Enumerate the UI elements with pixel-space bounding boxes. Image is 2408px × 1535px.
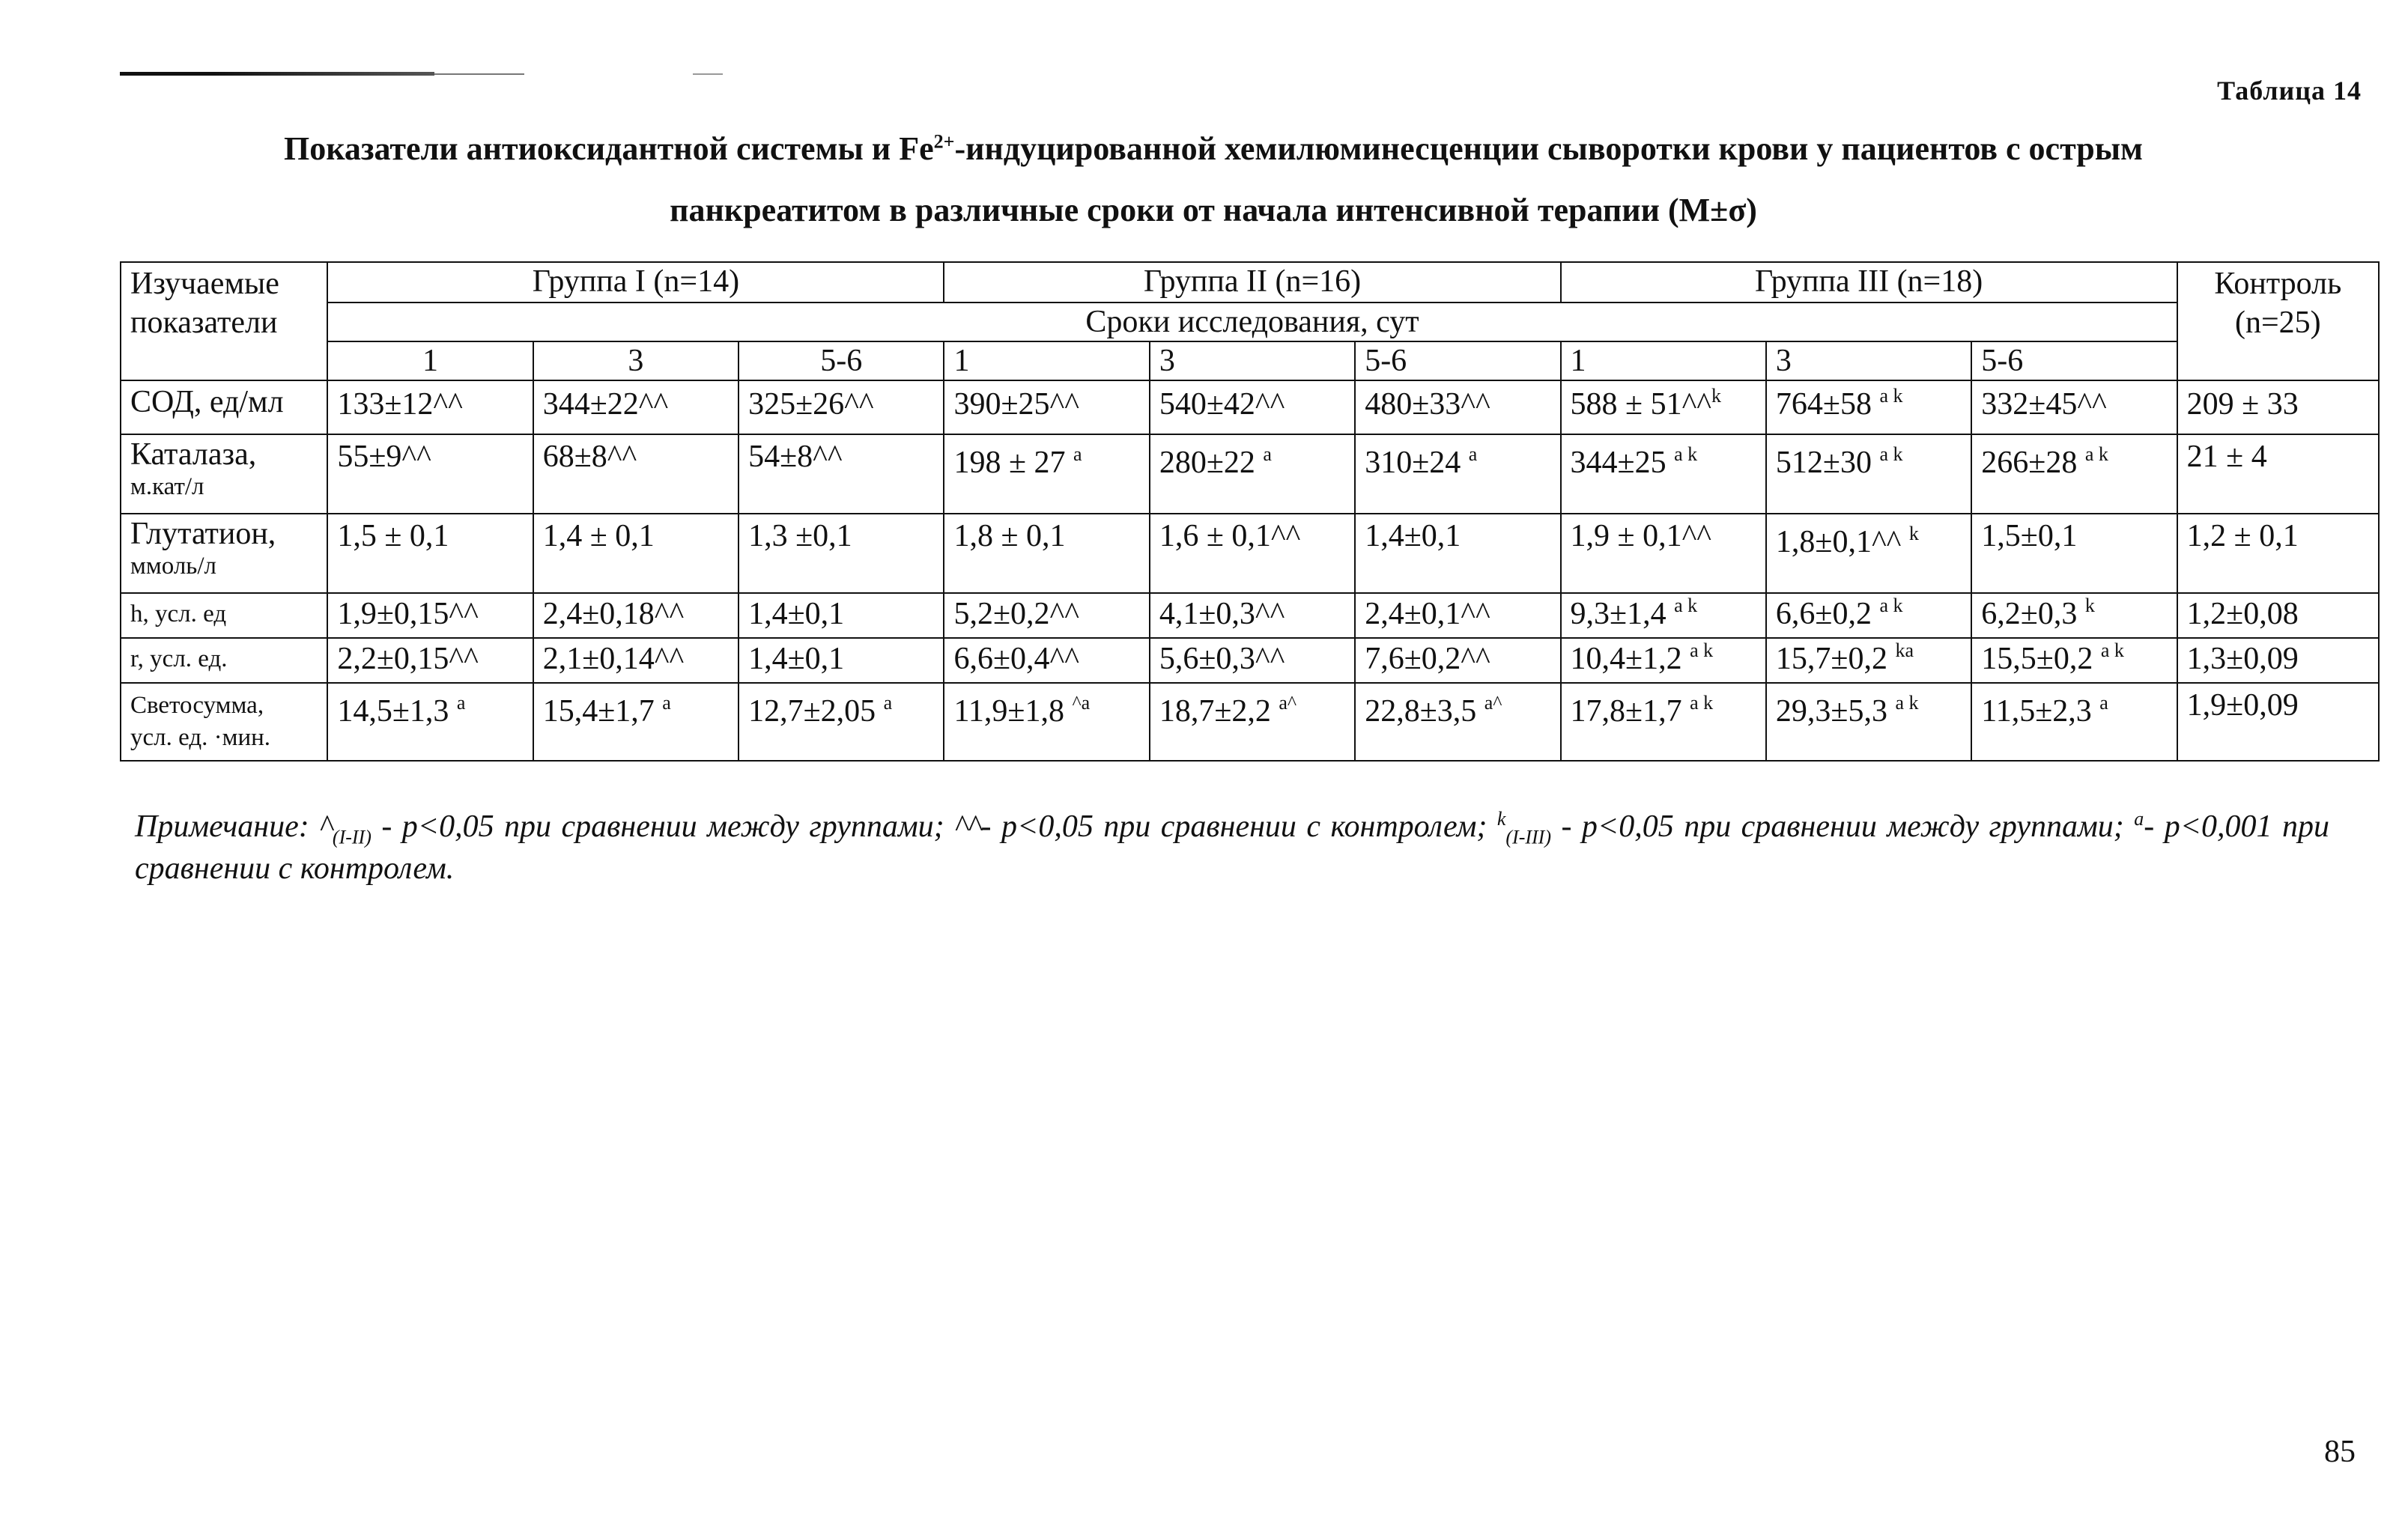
table-cell	[1766, 593, 1971, 638]
cell-value: 1,9±0,15^^	[337, 597, 479, 631]
note-text-1: - p<0,05 при сравнении между группами; ^^- p<0,05 при сравнении с контролем;	[371, 809, 1497, 844]
note-sub-2: (I-III)	[1505, 826, 1551, 848]
table-cell	[1355, 638, 1560, 683]
cell-value: 1,9±0,09	[2186, 688, 2299, 723]
header-row-days	[121, 341, 2379, 380]
cell-value: 512±30	[1775, 446, 1872, 480]
cell-value: 133±12^^	[337, 387, 463, 422]
control-cell	[2177, 593, 2379, 638]
table-cell	[944, 434, 1149, 514]
row-label-text: СОД, ед/мл	[130, 385, 284, 419]
table-cell	[1561, 593, 1766, 638]
table-cell	[1971, 593, 2177, 638]
cell-mark: a k	[1690, 639, 1714, 661]
cell-value: 11,9±1,8	[953, 694, 1064, 729]
table-cell	[533, 514, 739, 593]
cell-value: 18,7±2,2	[1159, 694, 1271, 729]
cell-value: 11,5±2,3	[1981, 694, 2092, 729]
table-cell	[327, 380, 533, 434]
table-cell	[944, 593, 1149, 638]
cell-value: 68±8^^	[542, 440, 637, 474]
cell-mark: k	[1711, 385, 1722, 407]
cell-mark: a k	[1879, 385, 1903, 407]
cell-value: 29,3±5,3	[1775, 694, 1887, 729]
table-cell	[1766, 380, 1971, 434]
row-label-text: h, усл. ед	[130, 601, 227, 627]
header-day: 3	[1766, 341, 1971, 380]
table-row	[121, 380, 2379, 434]
table-cell	[533, 683, 739, 761]
header-day: 5-6	[1355, 341, 1560, 380]
header-row-groups	[121, 262, 2379, 303]
cell-value: 1,4 ± 0,1	[542, 519, 655, 553]
row-label-text: Каталаза,	[130, 437, 257, 472]
row-label-text: Глутатион,	[130, 517, 276, 551]
title-part-2: -индуцированной хемилюминесценции сыворотки крови у пациентов с острым	[954, 130, 2144, 167]
table-cell	[1150, 683, 1355, 761]
cell-value: 540±42^^	[1159, 387, 1285, 422]
header-day: 3	[533, 341, 739, 380]
cell-value: 7,6±0,2^^	[1365, 642, 1490, 676]
cell-value: 1,4±0,1	[748, 597, 845, 631]
cell-value: 54±8^^	[748, 440, 843, 474]
cell-mark: a k	[1895, 692, 1919, 714]
cell-value: 344±22^^	[542, 387, 669, 422]
data-table	[120, 261, 2380, 762]
table-cell	[533, 380, 739, 434]
cell-value: 14,5±1,3	[337, 694, 449, 729]
row-label	[121, 638, 327, 683]
table-cell	[1150, 593, 1355, 638]
cell-value: 1,4±0,1	[748, 642, 845, 676]
header-indicators: Изучаемые показатели	[121, 262, 327, 380]
cell-value: 6,6±0,2	[1775, 597, 1872, 631]
table-cell	[1766, 434, 1971, 514]
cell-value: 2,4±0,18^^	[542, 597, 685, 631]
title-superscript: 2+	[933, 130, 955, 153]
table-cell	[739, 514, 944, 593]
table-cell	[944, 683, 1149, 761]
table-cell	[1355, 514, 1560, 593]
note-lead: Примечание: ^	[135, 809, 333, 844]
cell-mark: a k	[1879, 443, 1903, 465]
control-cell	[2177, 683, 2379, 761]
table-cell	[739, 380, 944, 434]
header-control: Контроль (n=25)	[2177, 262, 2379, 380]
cell-value: 764±58	[1775, 387, 1872, 422]
cell-value: 1,8±0,1^^	[1775, 525, 1902, 559]
row-label	[121, 514, 327, 593]
cell-value: 1,3±0,09	[2186, 642, 2299, 676]
control-cell	[2177, 380, 2379, 434]
cell-mark: a^	[1279, 692, 1297, 714]
cell-mark: a^	[1484, 692, 1502, 714]
cell-value: 55±9^^	[337, 440, 431, 474]
cell-mark: a k	[2100, 639, 2124, 661]
table-row	[121, 434, 2379, 514]
cell-mark: a k	[1879, 595, 1903, 616]
cell-value: 1,5±0,1	[1981, 519, 2078, 553]
note-sup-a: a	[2134, 808, 2144, 830]
cell-value: 390±25^^	[953, 387, 1079, 422]
header-row-terms	[121, 303, 2379, 341]
control-cell	[2177, 434, 2379, 514]
table-cell	[739, 593, 944, 638]
table-cell	[327, 638, 533, 683]
row-label-text: Светосумма,	[130, 692, 264, 719]
table-cell	[739, 638, 944, 683]
cell-value: 12,7±2,05	[748, 694, 876, 729]
cell-mark: a k	[1674, 595, 1698, 616]
table-cell	[1150, 380, 1355, 434]
row-label-unit: усл. ед. ·мин.	[130, 724, 271, 751]
table-cell	[1561, 683, 1766, 761]
table-cell	[944, 514, 1149, 593]
cell-value: 22,8±3,5	[1365, 694, 1477, 729]
table-cell	[1150, 434, 1355, 514]
header-group-1: Группа I (n=14)	[327, 262, 944, 303]
cell-value: 15,7±0,2	[1775, 642, 1887, 676]
cell-value: 15,5±0,2	[1981, 642, 2093, 676]
table-footnote	[135, 806, 2329, 890]
table-cell	[1766, 683, 1971, 761]
cell-value: 17,8±1,7	[1570, 694, 1682, 729]
table-number: Таблица 14	[2217, 76, 2362, 106]
control-cell	[2177, 514, 2379, 593]
table-cell	[1561, 514, 1766, 593]
header-terms: Сроки исследования, сут	[327, 303, 2177, 341]
cell-value: 588 ± 51^^	[1570, 387, 1712, 422]
cell-mark: a k	[1674, 443, 1698, 465]
title-line-2: панкреатитом в различные сроки от начала интенсивной терапии (M±σ)	[670, 192, 1757, 228]
cell-value: 4,1±0,3^^	[1159, 597, 1285, 631]
table-cell	[1766, 514, 1971, 593]
cell-value: 2,1±0,14^^	[542, 642, 685, 676]
cell-value: 9,3±1,4	[1570, 597, 1667, 631]
cell-value: 198 ± 27	[953, 446, 1066, 480]
cell-value: 6,2±0,3	[1981, 597, 2078, 631]
table-cell	[1561, 638, 1766, 683]
table-cell	[1150, 638, 1355, 683]
row-label	[121, 683, 327, 761]
cell-value: 1,3 ±0,1	[748, 519, 852, 553]
cell-value: 1,6 ± 0,1^^	[1159, 519, 1301, 553]
cell-value: 1,2 ± 0,1	[2186, 519, 2299, 553]
header-day: 5-6	[1971, 341, 2177, 380]
table-row	[121, 593, 2379, 638]
cell-value: 310±24	[1365, 446, 1461, 480]
cell-value: 332±45^^	[1981, 387, 2107, 422]
header-group-2: Группа II (n=16)	[944, 262, 1560, 303]
cell-value: 21 ± 4	[2186, 440, 2267, 474]
cell-value: 280±22	[1159, 446, 1255, 480]
note-text-3: - p<0,001 при сравнении с контролем.	[135, 809, 2329, 886]
cell-value: 5,2±0,2^^	[953, 597, 1079, 631]
table-cell	[533, 434, 739, 514]
note-sub-1: (I-II)	[332, 826, 371, 848]
row-label	[121, 380, 327, 434]
table-cell	[327, 593, 533, 638]
table-row	[121, 683, 2379, 761]
table-cell	[944, 638, 1149, 683]
table-cell	[1971, 380, 2177, 434]
row-label-unit: ммоль/л	[130, 553, 216, 580]
cell-mark: ^a	[1072, 692, 1091, 714]
cell-value: 10,4±1,2	[1570, 642, 1682, 676]
table-cell	[533, 593, 739, 638]
cell-mark: a	[1073, 443, 1082, 465]
table-title	[90, 118, 2337, 241]
table-cell	[533, 638, 739, 683]
table-cell	[739, 434, 944, 514]
cell-value: 209 ± 33	[2186, 387, 2299, 422]
control-cell	[2177, 638, 2379, 683]
cell-mark: a	[1468, 443, 1478, 465]
header-rule	[120, 72, 434, 76]
table-cell	[327, 514, 533, 593]
cell-value: 1,9 ± 0,1^^	[1570, 519, 1712, 553]
cell-value: 6,6±0,4^^	[953, 642, 1079, 676]
table-cell	[1561, 380, 1766, 434]
table-cell	[1355, 593, 1560, 638]
table-cell	[1355, 380, 1560, 434]
cell-value: 1,5 ± 0,1	[337, 519, 449, 553]
header-group-3: Группа III (n=18)	[1561, 262, 2177, 303]
cell-value: 15,4±1,7	[542, 694, 655, 729]
row-label	[121, 434, 327, 514]
row-label	[121, 593, 327, 638]
cell-value: 1,8 ± 0,1	[953, 519, 1066, 553]
table-row	[121, 638, 2379, 683]
header-rule-tail	[434, 73, 524, 75]
cell-value: 1,4±0,1	[1365, 519, 1461, 553]
cell-mark: k	[1908, 523, 1919, 544]
cell-value: 266±28	[1981, 446, 2078, 480]
table-cell	[944, 380, 1149, 434]
cell-mark: a	[662, 692, 671, 714]
cell-value: 480±33^^	[1365, 387, 1490, 422]
header-day: 5-6	[739, 341, 944, 380]
cell-value: 2,4±0,1^^	[1365, 597, 1490, 631]
table-row	[121, 514, 2379, 593]
table-cell	[1971, 514, 2177, 593]
note-sup-k: k	[1496, 808, 1506, 830]
row-label-text: r, усл. ед.	[130, 645, 228, 672]
header-day: 3	[1150, 341, 1355, 380]
table-cell	[739, 683, 944, 761]
cell-value: 344±25	[1570, 446, 1667, 480]
table-cell	[1971, 434, 2177, 514]
cell-mark: a k	[2084, 443, 2108, 465]
cell-mark: a	[1263, 443, 1272, 465]
table-cell	[1971, 638, 2177, 683]
header-day: 1	[327, 341, 533, 380]
table-cell	[327, 434, 533, 514]
title-part-1: Показатели антиоксидантной системы и Fe	[283, 130, 934, 167]
note-text-2: - p<0,05 при сравнении между группами;	[1551, 809, 2135, 844]
cell-mark: a	[883, 692, 893, 714]
row-label-unit: м.кат/л	[130, 473, 204, 500]
cell-mark: k	[2084, 595, 2095, 616]
cell-value: 5,6±0,3^^	[1159, 642, 1285, 676]
table-cell	[1355, 434, 1560, 514]
table-cell	[1150, 514, 1355, 593]
page-number: 85	[2324, 1435, 2356, 1469]
cell-value: 325±26^^	[748, 387, 874, 422]
table-cell	[1766, 638, 1971, 683]
cell-mark: ka	[1895, 639, 1914, 661]
cell-mark: a	[456, 692, 466, 714]
table-cell	[1561, 434, 1766, 514]
header-day: 1	[1561, 341, 1766, 380]
header-day: 1	[944, 341, 1149, 380]
table-cell	[1971, 683, 2177, 761]
table-cell	[327, 683, 533, 761]
cell-mark: a k	[1690, 692, 1714, 714]
cell-value: 1,2±0,08	[2186, 597, 2299, 631]
cell-mark: a	[2099, 692, 2108, 714]
header-dash	[693, 73, 723, 75]
table-cell	[1355, 683, 1560, 761]
cell-value: 2,2±0,15^^	[337, 642, 479, 676]
